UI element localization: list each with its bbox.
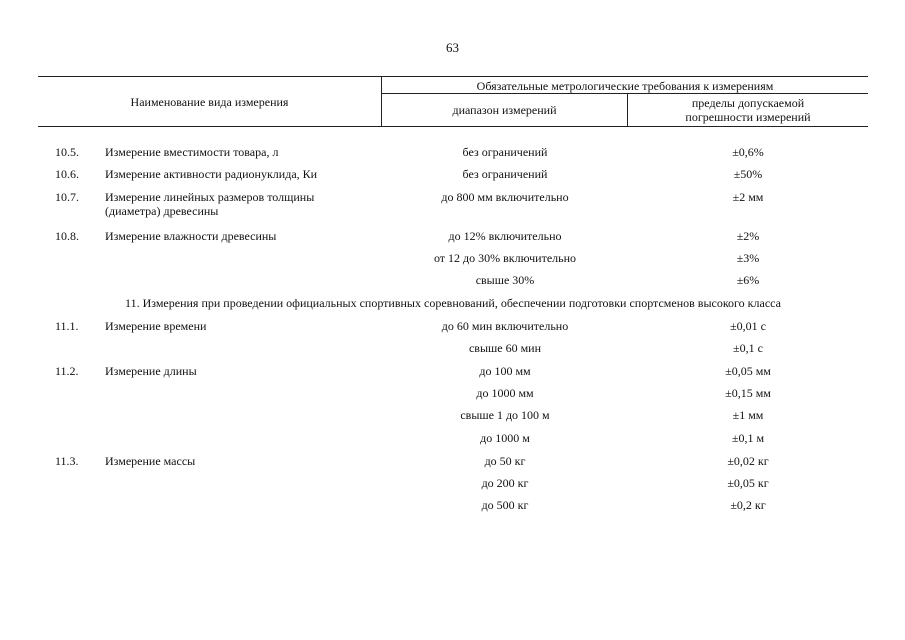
measurement-tolerance: ±0,1 м	[731, 431, 765, 445]
measurement-tolerance: ±0,6%	[732, 145, 764, 159]
header-range: диапазон измерений	[452, 103, 557, 117]
measurement-range: свыше 1 до 100 м	[460, 408, 550, 422]
header-group: Обязательные метрологические требования к измерениям	[476, 79, 774, 93]
measurement-range: до 1000 м	[480, 431, 530, 445]
measurement-name: Измерение линейных размеров толщины	[105, 190, 315, 204]
measurement-name: Измерение влажности древесины	[105, 229, 277, 243]
page-number: 63	[446, 40, 459, 55]
measurement-range: до 12% включительно	[448, 229, 562, 243]
table-top-rule	[38, 76, 868, 77]
measurement-range: до 50 кг	[484, 454, 526, 468]
measurement-tolerance: ±1 мм	[732, 408, 764, 422]
row-number: 11.2.	[55, 364, 79, 378]
measurement-tolerance: ±0,05 кг	[727, 476, 769, 490]
measurement-tolerance: ±6%	[736, 273, 760, 287]
header-tolerance-line2: погрешности измерений	[685, 110, 811, 124]
measurement-range: без ограничений	[462, 145, 548, 159]
measurement-tolerance: ±3%	[736, 251, 760, 265]
row-number: 11.1.	[55, 319, 79, 333]
measurement-range: без ограничений	[462, 167, 548, 181]
measurement-name: Измерение длины	[105, 364, 197, 378]
measurement-tolerance: ±0,01 с	[730, 319, 766, 333]
header-bottom-rule	[38, 126, 868, 127]
measurement-range: до 1000 мм	[476, 386, 534, 400]
measurement-tolerance: ±0,15 мм	[725, 386, 771, 400]
measurement-range: от 12 до 30% включительно	[433, 251, 577, 265]
measurement-range: до 200 кг	[481, 476, 529, 490]
measurement-name: Измерение вместимости товара, л	[105, 145, 279, 159]
row-number: 10.8.	[55, 229, 79, 243]
measurement-range: до 100 мм	[479, 364, 531, 378]
header-name: Наименование вида измерения	[130, 95, 289, 109]
measurement-tolerance: ±0,1 с	[733, 341, 763, 355]
header-tolerance-line1: пределы допускаемой	[691, 96, 805, 110]
measurement-range: свыше 60 мин	[468, 341, 542, 355]
measurement-name: Измерение времени	[105, 319, 207, 333]
measurement-name: Измерение массы	[105, 454, 196, 468]
header-group-rule	[382, 93, 868, 94]
row-number: 10.6.	[55, 167, 79, 181]
measurement-tolerance: ±50%	[733, 167, 763, 181]
measurement-tolerance: ±0,05 мм	[725, 364, 771, 378]
measurement-tolerance: ±2 мм	[732, 190, 764, 204]
row-number: 11.3.	[55, 454, 79, 468]
measurement-range: до 60 мин включительно	[441, 319, 569, 333]
section-heading: 11. Измерения при проведении официальных спортивных соревнований, обеспечении подготовки спортсменов высокого класса	[125, 296, 781, 310]
measurement-tolerance: ±2%	[736, 229, 760, 243]
row-number: 10.5.	[55, 145, 79, 159]
measurement-range: до 500 кг	[481, 498, 529, 512]
measurement-range: свыше 30%	[475, 273, 535, 287]
measurement-tolerance: ±0,2 кг	[730, 498, 766, 512]
measurement-name: Измерение активности радионуклида, Ки	[105, 167, 318, 181]
measurement-range: до 800 мм включительно	[441, 190, 569, 204]
measurement-name-continued: (диаметра) древесины	[105, 204, 219, 218]
row-number: 10.7.	[55, 190, 79, 204]
measurement-tolerance: ±0,02 кг	[727, 454, 769, 468]
